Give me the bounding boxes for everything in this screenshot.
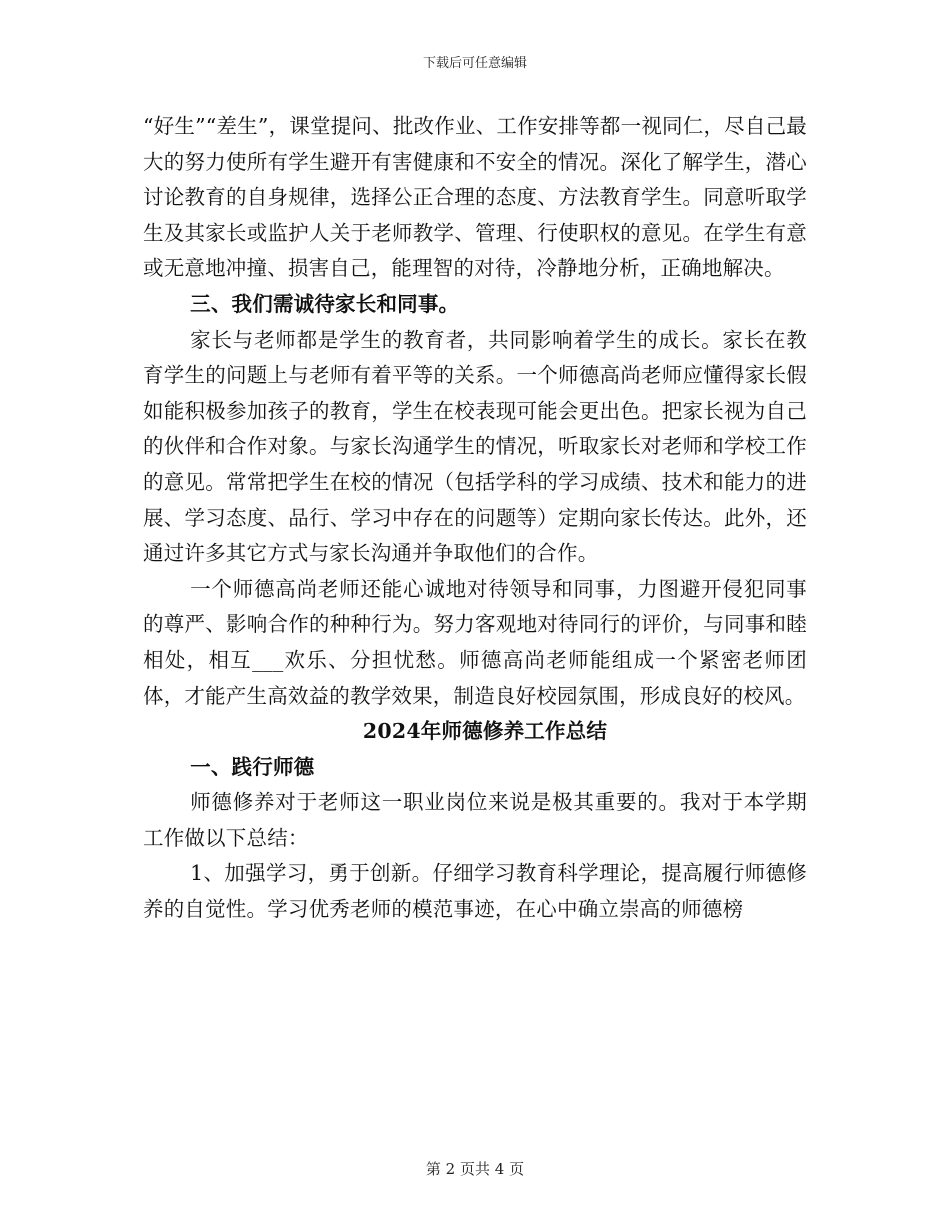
paragraph-item-1: 1、加强学习，勇于创新。仔细学习教育科学理论，提高履行师德修养的自觉性。学习优秀老师的模范事迹，在心中确立崇高的师德榜: [143, 861, 807, 922]
document-title: 2024年师德修养工作总结: [362, 719, 608, 744]
paragraph-parents: 家长与老师都是学生的教育者，共同影响着学生的成长。家长在教育学生的问题上与老师有着平等的关系。一个师德高尚老师应懂得家长假如能积极参加孩子的教育，学生在校表现可能会更出色。把家长视为自己的伙伴和合作对象。与家长沟通学生的情况，听取家长对老师和学校工作的意见。常常把学生在校的情况（包括学科的学习成绩、技术和能力的进展、学习态度、品行、学习中存在的问题等）定期向家长传达。此外，还通过许多其它方式与家长沟通并争取他们的合作。: [143, 327, 807, 566]
paragraph-colleagues: 一个师德高尚老师还能心诚地对待领导和同事，力图避开侵犯同事的尊严、影响合作的种种行为。努力客观地对待同行的评价，与同事和睦相处，相互___欢乐、分担忧愁。师德高尚老师能组成一个紧密老师团体，才能产生高效益的教学效果，制造良好校园氛围，形成良好的校风。: [143, 576, 807, 708]
document-body: [143, 109, 807, 928]
paragraph-intro: 师德修养对于老师这一职业岗位来说是极其重要的。我对于本学期工作做以下总结：: [143, 790, 807, 850]
page-header: 下载后可任意编辑: [422, 56, 527, 71]
section-heading-3: 三、我们需诚待家长和同事。: [190, 291, 460, 316]
section-heading-1: 一、践行师德: [190, 754, 315, 779]
page-footer: 第 2 页共 4 页: [425, 1160, 525, 1178]
paragraph-continued: “好生”“差生”，课堂提问、批改作业、工作安排等都一视同仁，尽自己最大的努力使所有学生避开有害健康和不安全的情况。深化了解学生，潜心讨论教育的自身规律，选择公正合理的态度、方法教育学生。同意听取学生及其家长或监护人关于老师教学、管理、行使职权的意见。在学生有意或无意地冲撞、损害自己，能理智的对待，冷静地分析，正确地解决。: [143, 114, 807, 281]
